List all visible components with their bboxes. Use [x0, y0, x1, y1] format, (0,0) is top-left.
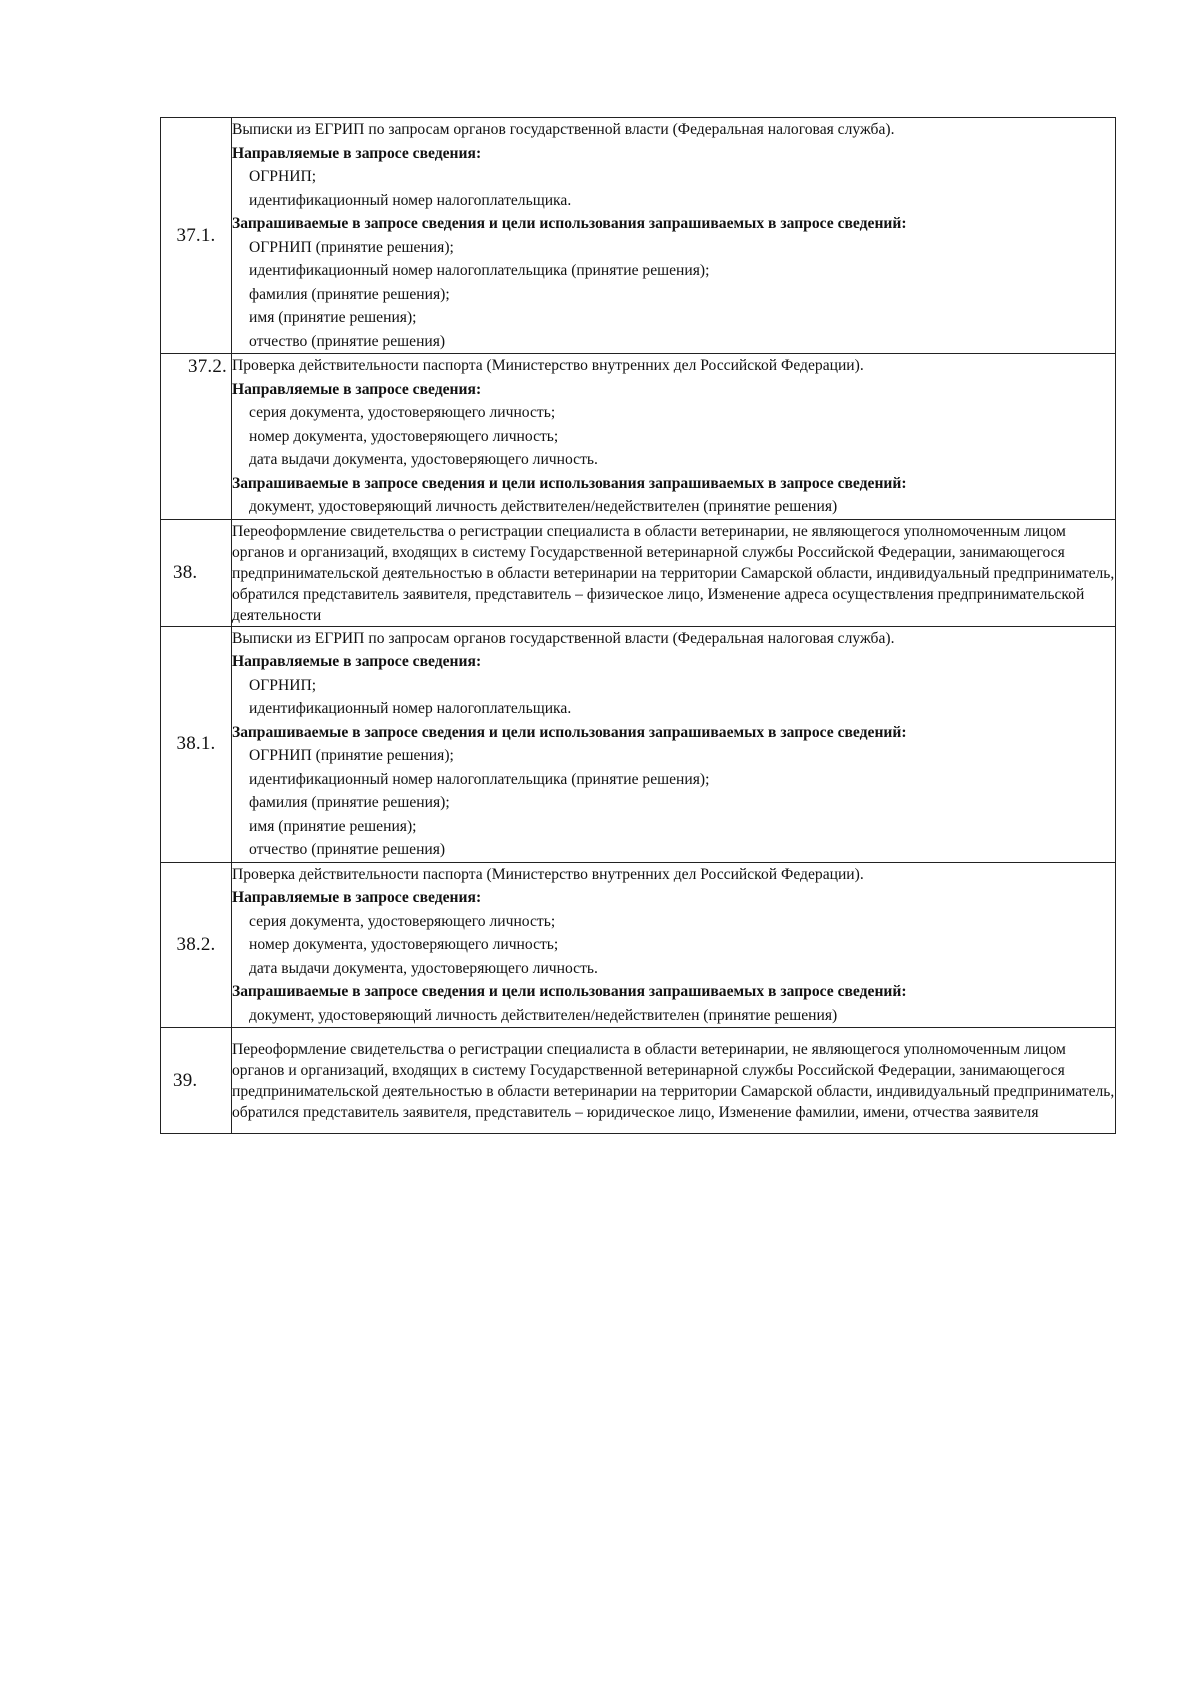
- requested-item: имя (принятие решения);: [249, 817, 417, 835]
- table-row-37-2: [161, 354, 1116, 520]
- sent-item: серия документа, удостоверяющего личность;: [249, 912, 556, 930]
- requested-item: фамилия (принятие решения);: [249, 285, 450, 303]
- requested-item: фамилия (принятие решения);: [249, 794, 450, 811]
- requested-heading: Запрашиваемые в запросе сведения и цели использования запрашиваемых в запросе сведений:: [232, 474, 907, 492]
- requested-item: отчество (принятие решения): [249, 332, 446, 350]
- row-number: 37.2.: [161, 354, 232, 520]
- sent-item: ОГРНИП;: [249, 168, 317, 185]
- requested-item: ОГРНИП (принятие решения);: [249, 747, 454, 764]
- sent-item: дата выдачи документа, удостоверяющего личность.: [249, 451, 598, 468]
- row-content: [232, 118, 1116, 354]
- table-row-37-1: [161, 118, 1116, 354]
- sent-item: дата выдачи документа, удостоверяющего личность.: [249, 959, 598, 977]
- sent-heading: Направляемые в запросе сведения:: [232, 380, 482, 398]
- table-row-38-1: [161, 626, 1116, 862]
- row-content: [232, 519, 1116, 626]
- request-title: Проверка действительности паспорта (Министерство внутренних дел Российской Федерации).: [232, 357, 864, 374]
- row-number: 37.1.: [161, 118, 232, 354]
- row-content: [232, 354, 1116, 520]
- requested-item: отчество (принятие решения): [249, 841, 446, 858]
- row-content: [232, 1028, 1116, 1134]
- requested-heading: Запрашиваемые в запросе сведения и цели использования запрашиваемых в запросе сведений:: [232, 723, 907, 741]
- services-table: [160, 117, 1116, 1134]
- requested-heading: Запрашиваемые в запросе сведения и цели использования запрашиваемых в запросе сведений:: [232, 983, 907, 1000]
- sent-item: ОГРНИП;: [249, 676, 317, 694]
- requested-item: ОГРНИП (принятие решения);: [249, 238, 454, 256]
- request-title: Выписки из ЕГРИП по запросам органов государственной власти (Федеральная налоговая служба).: [232, 629, 895, 647]
- table-row-38: [161, 519, 1116, 626]
- requested-item: документ, удостоверяющий личность действителен/недействителен (принятие решения): [249, 498, 838, 515]
- table-row-39: [161, 1028, 1116, 1134]
- sent-item: номер документа, удостоверяющего личность;: [249, 936, 559, 953]
- request-title: Выписки из ЕГРИП по запросам органов государственной власти (Федеральная налоговая служба).: [232, 121, 895, 138]
- request-title: Проверка действительности паспорта (Министерство внутренних дел Российской Федерации).: [232, 865, 864, 883]
- sent-heading: Направляемые в запросе сведения:: [232, 653, 482, 670]
- requested-item: идентификационный номер налогоплательщика (принятие решения);: [249, 262, 710, 279]
- sent-item: серия документа, удостоверяющего личность;: [249, 404, 556, 421]
- row-number: 38.2.: [161, 862, 232, 1028]
- requested-item: документ, удостоверяющий личность действителен/недействителен (принятие решения): [249, 1006, 838, 1024]
- row-content: [232, 626, 1116, 862]
- sent-item: номер документа, удостоверяющего личность;: [249, 427, 559, 445]
- requested-item: идентификационный номер налогоплательщика (принятие решения);: [249, 770, 710, 788]
- requested-heading: Запрашиваемые в запросе сведения и цели использования запрашиваемых в запросе сведений:: [232, 215, 907, 232]
- requested-item: имя (принятие решения);: [249, 309, 417, 326]
- row-content: [232, 862, 1116, 1028]
- row-number: 38.: [161, 519, 232, 626]
- service-description: Переоформление свидетельства о регистрации специалиста в области ветеринарии, не являющегося уполномоченным лицом органов и организаций, входящих в систему Государственной ветеринарной службы Российской Федерации, занимающегося предпринимательской деятельностью в области ветеринарии на территории Самарской области, индивидуальный предприниматель, обратился представитель заявителя, представитель – юридическое лицо, Изменение фамилии, имени, отчества заявителя: [232, 1041, 1115, 1121]
- sent-heading: Направляемые в запросе сведения:: [232, 144, 482, 162]
- sent-heading: Направляемые в запросе сведения:: [232, 889, 482, 906]
- sent-item: идентификационный номер налогоплательщика.: [249, 700, 572, 717]
- table-row-38-2: [161, 862, 1116, 1028]
- row-number: 38.1.: [161, 626, 232, 862]
- service-description: Переоформление свидетельства о регистрации специалиста в области ветеринарии, не являющегося уполномоченным лицом органов и организаций, входящих в систему Государственной ветеринарной службы Российской Федерации, занимающегося предпринимательской деятельностью в области ветеринарии на территории Самарской области, индивидуальный предприниматель, обратился представитель заявителя, представитель – физическое лицо, Изменение адреса осуществления предпринимательской деятельности: [232, 522, 1115, 624]
- row-number: 39.: [161, 1028, 232, 1134]
- sent-item: идентификационный номер налогоплательщика.: [249, 191, 572, 209]
